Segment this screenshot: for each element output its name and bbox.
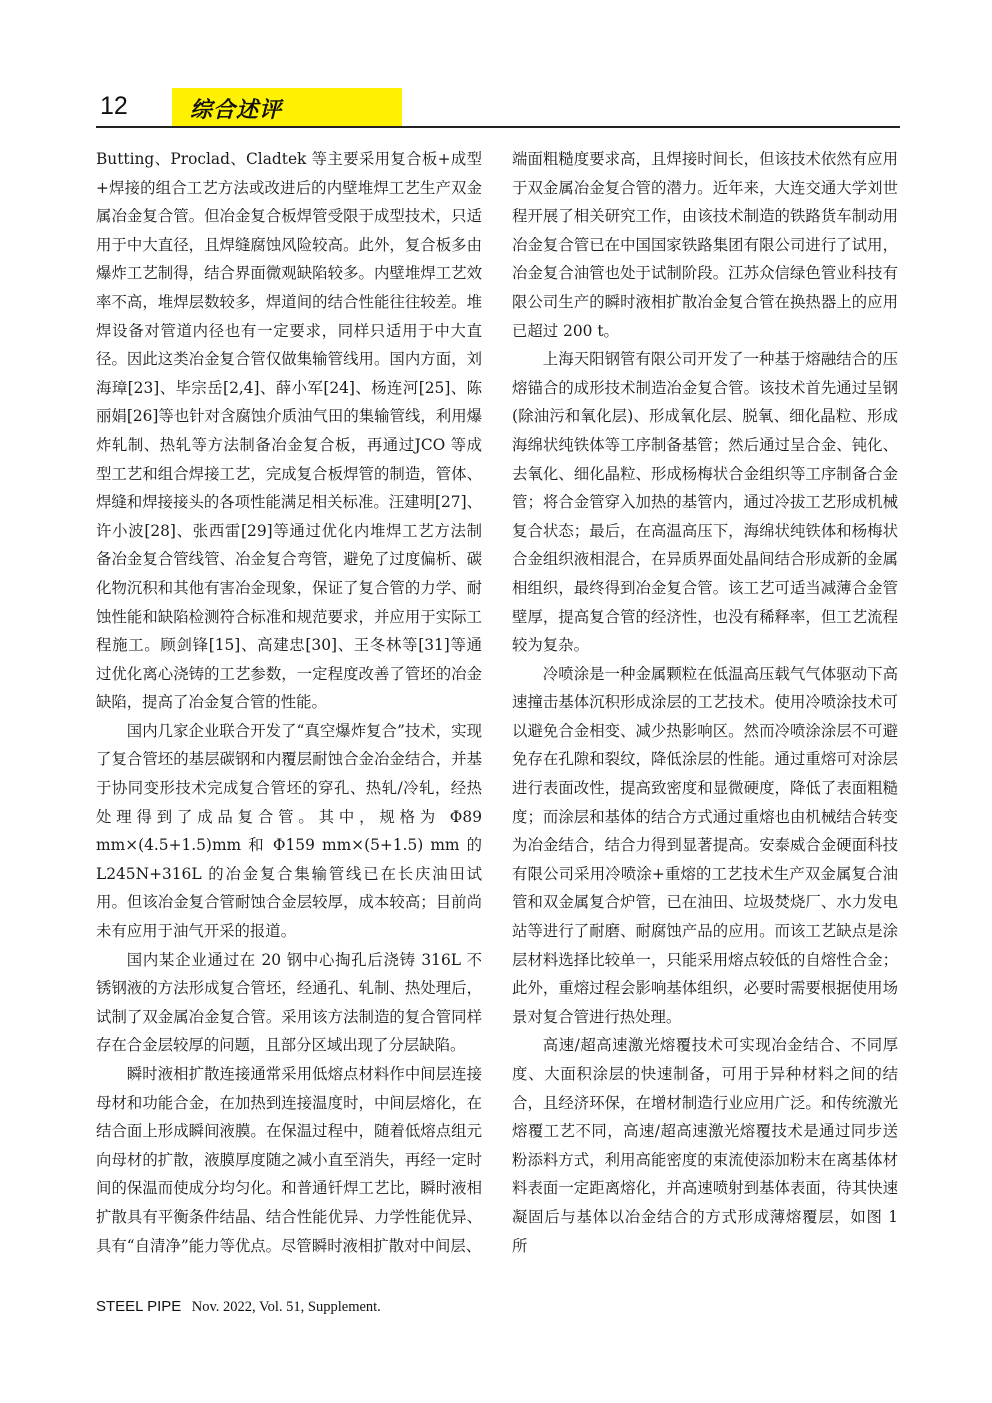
paragraph: 国内某企业通过在 20 钢中心掏孔后浇铸 316L 不锈钢液的方法形成复合管坯，经通孔、轧制、热处理后，试制了双金属冶金复合管。采用该方法制造的复合管同样存在合金层较厚的问题，且部分区域出现了分层缺陷。	[96, 950, 482, 1055]
paragraph: 上海天阳钢管有限公司开发了一种基于熔融结合的压熔锚合的成形技术制造冶金复合管。该技术首先通过呈钢(除油污和氧化层)、形成氧化层、脱氧、细化晶粒、形成海绵状纯铁体等工序制备基管；然后通过呈合金、钝化、去氧化、细化晶粒、形成杨梅状合金组织等工序制备合金管；将合金管穿入加热的基管内，通过冷拔工艺形成机械复合状态；最后，在高温高压下，海绵状纯铁体和杨梅状合金组织液相混合，在异质界面处晶间结合形成新的金属相组织，最终得到冶金复合管。该工艺可适当减薄合金管壁厚，提高复合管的经济性，也没有稀释率，但工艺流程较为复杂。	[512, 350, 898, 655]
section-title: 综合述评	[190, 98, 283, 123]
section-tag	[172, 88, 402, 126]
header-rule	[96, 126, 900, 128]
right-column	[512, 145, 898, 1260]
paragraph: 瞬时液相扩散连接通常采用低熔点材料作中间层连接母材和功能合金，在加热到连接温度时，中间层熔化，在结合面上形成瞬间液膜。在保温过程中，随着低熔点组元向母材的扩散，液膜厚度随之减小直至消失，再经一定时间的保温而使成分均匀化。和普通钎焊工艺比，瞬时液相扩散具有平衡条件结晶、结合性能优异、力学性能优异、具有“自清净”能力等优点。尽管瞬时液相扩散对中间层、	[96, 1065, 482, 1255]
left-column	[96, 145, 482, 1260]
paragraph: 国内几家企业联合开发了“真空爆炸复合”技术，实现了复合管坯的基层碳钢和内覆层耐蚀合金冶金结合，并基于协同变形技术完成复合管坯的穿孔、热轧/冷轧，经热处理得到了成品复合管。其中，规格为 Φ89 mm×(4.5+1.5)mm 和 Φ159 mm×(5+1.5) mm 的 L245N+316L 的冶金复合集输管线已在长庆油田试用。但该冶金复合管耐蚀合金层较厚，成本较高；目前尚未有应用于油气开采的报道。	[96, 721, 482, 941]
footer	[96, 1298, 381, 1316]
paragraph: Butting、Proclad、Cladtek 等主要采用复合板+成型+焊接的组合工艺方法或改进后的内壁堆焊工艺生产双金属冶金复合管。但冶金复合板焊管受限于成型技术，只适用于中大直径，且焊缝腐蚀风险较高。此外，复合板多由爆炸工艺制得，结合界面微观缺陷较多。内壁堆焊工艺效率不高，堆焊层数较多，焊道间的结合性能往往较差。堆焊设备对管道内径也有一定要求，同样只适用于中大直径。因此这类冶金复合管仅做集输管线用。国内方面，刘海璋[23]、毕宗岳[2,4]、薛小军[24]、杨连河[25]、陈丽娟[26]等也针对含腐蚀介质油气田的集输管线，利用爆炸轧制、热轧等方法制备冶金复合板，再通过JCO 等成型工艺和组合焊接工艺，完成复合板焊管的制造，管体、焊缝和焊接接头的各项性能满足相关标准。汪建明[27]、许小波[28]、张西雷[29]等通过优化内堆焊工艺方法制备冶金复合管线管、冶金复合弯管，避免了过度偏析、碳化物沉积和其他有害冶金现象，保证了复合管的力学、耐蚀性能和缺陷检测符合标准和规范要求，并应用于实际工程施工。顾剑锋[15]、高建忠[30]、王冬林等[31]等通过优化离心浇铸的工艺参数，一定程度改善了管坯的冶金缺陷，提高了冶金复合管的性能。	[96, 150, 482, 712]
page-number: 12	[100, 92, 128, 120]
paragraph: 冷喷涂是一种金属颗粒在低温高压载气气体驱动下高速撞击基体沉积形成涂层的工艺技术。使用冷喷涂技术可以避免合金相变、减少热影响区。然而冷喷涂涂层不可避免存在孔隙和裂纹，降低涂层的性能。通过重熔可对涂层进行表面改性，提高致密度和显微硬度，降低了表面粗糙度；而涂层和基体的结合方式通过重熔也由机械结合转变为冶金结合，结合力得到显著提高。安泰威合金硬面科技有限公司采用冷喷涂+重熔的工艺技术生产双金属复合油管和双金属复合炉管，已在油田、垃圾焚烧厂、水力发电站等进行了耐磨、耐腐蚀产品的应用。而该工艺缺点是涂层材料选择比较单一，只能采用熔点较低的自熔性合金；此外，重熔过程会影响基体组织，必要时需要根据使用场景对复合管进行热处理。	[512, 664, 898, 1026]
journal-name: STEEL PIPE	[96, 1298, 182, 1315]
paragraph: 端面粗糙度要求高，且焊接时间长，但该技术依然有应用于双金属冶金复合管的潜力。近年来，大连交通大学刘世程开展了相关研究工作，由该技术制造的铁路货车制动用冶金复合管已在中国国家铁路集团有限公司进行了试用，冶金复合油管也处于试制阶段。江苏众信绿色管业科技有限公司生产的瞬时液相扩散冶金复合管在换热器上的应用已超过 200 t。	[512, 150, 898, 340]
issue-info: Nov. 2022, Vol. 51, Supplement.	[191, 1299, 381, 1315]
paragraph: 高速/超高速激光熔覆技术可实现冶金结合、不同厚度、大面积涂层的快速制备，可用于异种材料之间的结合，且经济环保，在增材制造行业应用广泛。和传统激光熔覆工艺不同，高速/超高速激光熔覆技术是通过同步送粉添料方式，利用高能密度的束流使添加粉末在离基体材料表面一定距离熔化，并高速喷射到基体表面，待其快速凝固后与基体以冶金结合的方式形成薄熔覆层，如图 1 所	[512, 1036, 898, 1255]
